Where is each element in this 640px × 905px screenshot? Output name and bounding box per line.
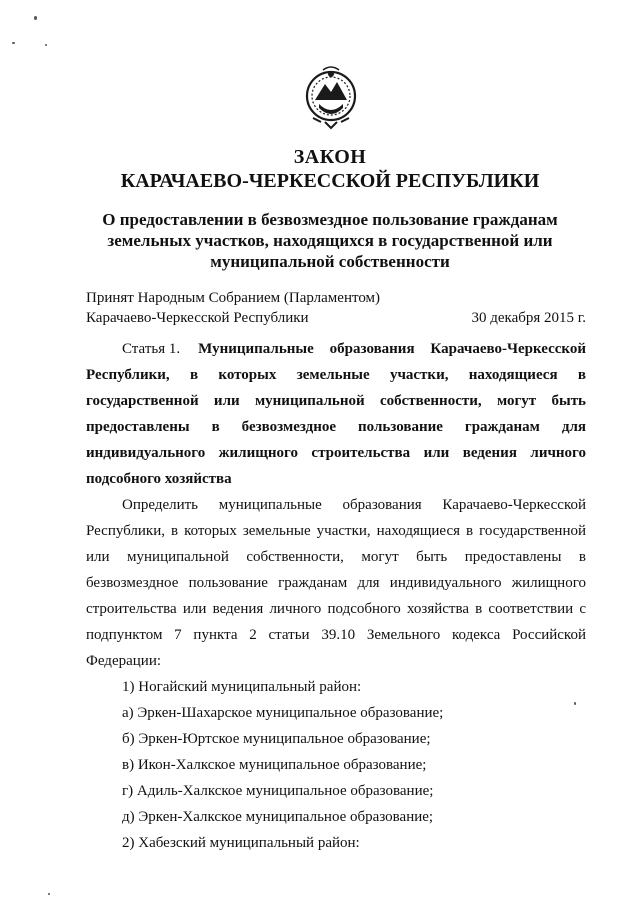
- law-subject-line: муниципальной собственности: [210, 252, 450, 271]
- adoption-body: Принят Народным Собранием (Парламентом): [86, 290, 381, 306]
- article-label: Статья 1.: [122, 341, 181, 357]
- law-heading: ЗАКОН: [293, 146, 367, 168]
- paragraph-line: строительства или ведения личного подсобного хозяйства в соответствии с: [86, 601, 586, 617]
- article-title-line: Республики, в которых земельные участки, находящиеся в: [86, 367, 586, 383]
- scan-speck: [48, 893, 50, 895]
- list-item: г) Адиль-Халкское муниципальное образование;: [122, 783, 434, 799]
- law-subject-line: земельных участков, находящихся в государственной или: [107, 231, 553, 250]
- adoption-republic: Карачаево-Черкесской Республики: [86, 310, 309, 326]
- article-heading: [86, 336, 586, 492]
- paragraph-line: или муниципальной собственности, могут быть предоставлены в: [86, 549, 586, 565]
- law-subject-line: О предоставлении в безвозмездное пользование гражданам: [102, 210, 558, 229]
- list-item: 2) Хабезский муниципальный район:: [122, 835, 360, 851]
- paragraph-line: подпунктом 7 пункта 2 статьи 39.10 Земельного кодекса Российской: [86, 627, 586, 643]
- paragraph-line: Федерации:: [86, 653, 162, 669]
- paragraph-line: Республики, в которых земельные участки, находящиеся в государственной: [86, 523, 586, 539]
- list-item: а) Эркен-Шахарское муниципальное образование;: [122, 705, 444, 721]
- article-title-line: государственной или муниципальной собственности, могут быть: [86, 393, 586, 409]
- paragraph-line: Определить муниципальные образования Карачаево-Черкесской: [122, 497, 586, 513]
- municipality-list: [86, 674, 586, 856]
- list-item: 1) Ногайский муниципальный район:: [122, 679, 362, 695]
- republic-heading: КАРАЧАЕВО-ЧЕРКЕССКОЙ РЕСПУБЛИКИ: [120, 170, 540, 192]
- scan-speck: [45, 44, 47, 46]
- article-title-line: индивидуального жилищного строительства или ведения личного: [86, 445, 586, 461]
- scan-speck: [34, 16, 37, 20]
- adoption-date: 30 декабря 2015 г.: [471, 310, 586, 326]
- article-title-line: Муниципальные образования Карачаево-Черкесской: [198, 341, 586, 357]
- adoption-row: [86, 288, 586, 308]
- article-paragraph: [86, 492, 586, 674]
- adoption-row: [86, 308, 586, 328]
- law-subject: [60, 209, 600, 272]
- article-title-line: подсобного хозяйства: [86, 471, 232, 487]
- article-heading-line: [86, 336, 586, 362]
- paragraph-line: безвозмездное пользование гражданам для индивидуального жилищного: [86, 575, 586, 591]
- coat-of-arms-emblem-icon: [303, 60, 359, 132]
- article-title-line: предоставлены в безвозмездное пользование гражданам для: [86, 419, 586, 435]
- list-item: б) Эркен-Юртское муниципальное образование;: [122, 731, 431, 747]
- adoption-info: [86, 288, 586, 328]
- scan-speck: [12, 42, 15, 44]
- list-item: д) Эркен-Халкское муниципальное образование;: [122, 809, 434, 825]
- list-item: в) Икон-Халкское муниципальное образование;: [122, 757, 427, 773]
